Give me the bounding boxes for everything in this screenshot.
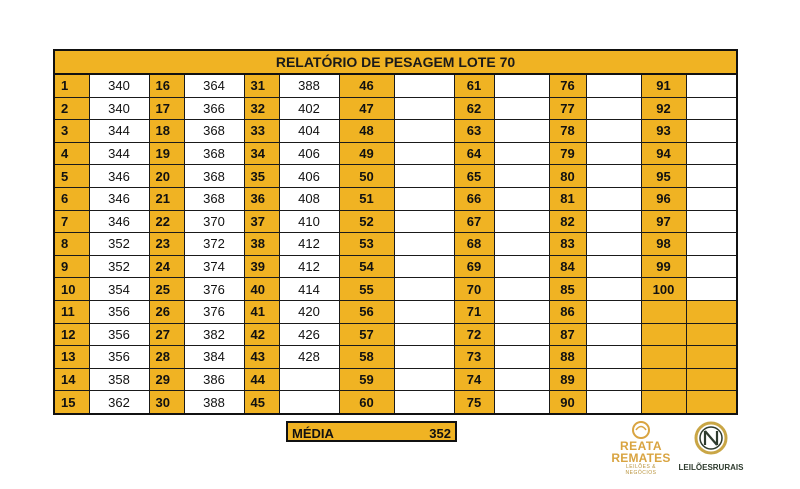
weight-cell: 420 [279, 300, 339, 323]
weight-cell: 384 [184, 346, 244, 369]
weight-cell: 402 [279, 97, 339, 120]
lot-number-cell [641, 391, 686, 414]
lot-number-cell: 45 [244, 391, 279, 414]
weight-cell: 366 [184, 97, 244, 120]
table-row [54, 74, 737, 97]
lot-number-cell: 65 [454, 165, 494, 188]
weight-cell [394, 233, 454, 256]
weight-cell: 428 [279, 346, 339, 369]
lot-number-cell: 11 [54, 300, 89, 323]
weight-cell: 388 [279, 74, 339, 97]
weight-cell [394, 368, 454, 391]
lot-number-cell [641, 323, 686, 346]
weight-cell [686, 346, 737, 369]
weight-cell [686, 255, 737, 278]
lot-number-cell: 58 [339, 346, 394, 369]
lot-number-cell: 83 [549, 233, 586, 256]
lot-number-cell: 67 [454, 210, 494, 233]
weight-cell: 376 [184, 278, 244, 301]
weight-cell: 410 [279, 210, 339, 233]
lot-number-cell: 16 [149, 74, 184, 97]
weight-cell [686, 142, 737, 165]
lot-number-cell: 31 [244, 74, 279, 97]
lot-number-cell: 23 [149, 233, 184, 256]
table-row [54, 120, 737, 143]
weight-cell: 372 [184, 233, 244, 256]
lot-number-cell: 90 [549, 391, 586, 414]
weight-cell: 356 [89, 346, 149, 369]
lot-number-cell: 41 [244, 300, 279, 323]
weight-cell [686, 165, 737, 188]
lot-number-cell: 74 [454, 368, 494, 391]
weight-cell: 406 [279, 165, 339, 188]
lot-number-cell: 10 [54, 278, 89, 301]
weight-cell [686, 368, 737, 391]
weight-cell [394, 142, 454, 165]
lot-number-cell: 36 [244, 187, 279, 210]
weight-cell: 362 [89, 391, 149, 414]
lot-number-cell: 91 [641, 74, 686, 97]
lot-number-cell [641, 300, 686, 323]
lot-number-cell: 37 [244, 210, 279, 233]
lot-number-cell: 51 [339, 187, 394, 210]
table-row [54, 97, 737, 120]
lot-number-cell: 55 [339, 278, 394, 301]
weight-cell [586, 97, 641, 120]
weight-cell [394, 300, 454, 323]
weight-cell [586, 255, 641, 278]
leiloes-rurais-logo [676, 420, 746, 478]
weight-cell [494, 120, 549, 143]
leiloes-rurais-emblem-icon [694, 420, 728, 456]
weight-cell [686, 74, 737, 97]
lot-number-cell: 56 [339, 300, 394, 323]
table-row [54, 346, 737, 369]
lot-number-cell: 13 [54, 346, 89, 369]
weight-cell [586, 346, 641, 369]
weight-cell: 340 [89, 97, 149, 120]
table-row [54, 142, 737, 165]
lot-number-cell: 73 [454, 346, 494, 369]
weight-cell [394, 120, 454, 143]
lot-number-cell: 57 [339, 323, 394, 346]
weight-cell: 368 [184, 165, 244, 188]
reata-remates-logo [610, 420, 672, 478]
lot-number-cell: 85 [549, 278, 586, 301]
lot-number-cell: 76 [549, 74, 586, 97]
lot-number-cell: 27 [149, 323, 184, 346]
leiloes-rurais-name: LEILÕESRURAIS [678, 463, 744, 472]
lot-number-cell: 21 [149, 187, 184, 210]
lot-number-cell: 6 [54, 187, 89, 210]
lot-number-cell: 34 [244, 142, 279, 165]
weight-cell [494, 74, 549, 97]
lot-number-cell: 24 [149, 255, 184, 278]
lot-number-cell: 38 [244, 233, 279, 256]
lot-number-cell: 25 [149, 278, 184, 301]
lot-number-cell: 29 [149, 368, 184, 391]
weight-cell [494, 346, 549, 369]
weight-cell: 414 [279, 278, 339, 301]
lot-number-cell: 18 [149, 120, 184, 143]
lot-number-cell: 70 [454, 278, 494, 301]
lot-number-cell: 4 [54, 142, 89, 165]
weight-cell [686, 120, 737, 143]
weight-cell [494, 368, 549, 391]
weight-cell [686, 97, 737, 120]
weight-cell: 352 [89, 255, 149, 278]
lot-number-cell: 46 [339, 74, 394, 97]
weight-cell [586, 187, 641, 210]
lot-number-cell: 52 [339, 210, 394, 233]
weight-cell: 382 [184, 323, 244, 346]
weight-cell [394, 74, 454, 97]
lot-number-cell: 92 [641, 97, 686, 120]
weight-cell: 404 [279, 120, 339, 143]
weight-cell: 412 [279, 255, 339, 278]
weight-cell [686, 210, 737, 233]
reata-logo-line3: LEILÕES & NEGÓCIOS [625, 464, 657, 476]
weight-cell: 408 [279, 187, 339, 210]
lot-number-cell: 15 [54, 391, 89, 414]
weight-cell: 368 [184, 120, 244, 143]
lot-number-cell: 3 [54, 120, 89, 143]
table-row [54, 165, 737, 188]
weight-cell [494, 97, 549, 120]
lot-number-cell: 98 [641, 233, 686, 256]
lot-number-cell: 26 [149, 300, 184, 323]
weight-cell [686, 278, 737, 301]
weight-cell [394, 323, 454, 346]
weight-cell [586, 300, 641, 323]
lot-number-cell: 88 [549, 346, 586, 369]
lot-number-cell: 1 [54, 74, 89, 97]
lot-number-cell: 72 [454, 323, 494, 346]
weight-cell [686, 391, 737, 414]
lot-number-cell: 75 [454, 391, 494, 414]
lot-number-cell: 22 [149, 210, 184, 233]
lot-number-cell: 71 [454, 300, 494, 323]
lot-number-cell: 62 [454, 97, 494, 120]
lot-number-cell: 14 [54, 368, 89, 391]
lot-number-cell: 95 [641, 165, 686, 188]
weight-cell [586, 323, 641, 346]
lot-number-cell: 79 [549, 142, 586, 165]
table-row [54, 368, 737, 391]
weight-cell: 364 [184, 74, 244, 97]
lot-number-cell: 99 [641, 255, 686, 278]
lot-number-cell: 28 [149, 346, 184, 369]
table-row [54, 255, 737, 278]
weight-cell: 346 [89, 210, 149, 233]
weight-cell [586, 278, 641, 301]
weight-cell [494, 142, 549, 165]
weight-cell [394, 97, 454, 120]
weight-cell [394, 278, 454, 301]
weight-cell [494, 323, 549, 346]
weighing-report-table [53, 49, 738, 415]
lot-number-cell: 80 [549, 165, 586, 188]
weight-cell [586, 233, 641, 256]
lot-number-cell: 60 [339, 391, 394, 414]
lot-number-cell: 66 [454, 187, 494, 210]
weight-cell [586, 391, 641, 414]
lot-number-cell: 77 [549, 97, 586, 120]
table-row [54, 278, 737, 301]
average-box [286, 421, 457, 442]
lot-number-cell: 69 [454, 255, 494, 278]
weight-cell [394, 210, 454, 233]
report-title: RELATÓRIO DE PESAGEM LOTE 70 [54, 50, 737, 74]
weight-cell [686, 233, 737, 256]
lot-number-cell: 48 [339, 120, 394, 143]
weight-cell [686, 300, 737, 323]
lot-number-cell: 42 [244, 323, 279, 346]
weight-cell: 376 [184, 300, 244, 323]
weight-cell: 374 [184, 255, 244, 278]
lot-number-cell: 54 [339, 255, 394, 278]
average-label: MÉDIA [292, 426, 334, 441]
table-row [54, 391, 737, 414]
weight-cell: 344 [89, 142, 149, 165]
lot-number-cell: 7 [54, 210, 89, 233]
table-row [54, 300, 737, 323]
lot-number-cell: 5 [54, 165, 89, 188]
weight-cell: 340 [89, 74, 149, 97]
weight-cell: 370 [184, 210, 244, 233]
weight-cell: 358 [89, 368, 149, 391]
weight-cell [586, 120, 641, 143]
lot-number-cell: 49 [339, 142, 394, 165]
table-row [54, 187, 737, 210]
lot-number-cell: 50 [339, 165, 394, 188]
weight-cell: 368 [184, 187, 244, 210]
weight-cell [494, 187, 549, 210]
lot-number-cell: 63 [454, 120, 494, 143]
lot-number-cell: 35 [244, 165, 279, 188]
weight-cell [394, 346, 454, 369]
weight-cell [494, 233, 549, 256]
lot-number-cell: 9 [54, 255, 89, 278]
lot-number-cell: 94 [641, 142, 686, 165]
weight-cell [494, 255, 549, 278]
lot-number-cell: 30 [149, 391, 184, 414]
lot-number-cell: 40 [244, 278, 279, 301]
lot-number-cell: 93 [641, 120, 686, 143]
lot-number-cell: 64 [454, 142, 494, 165]
weight-cell [279, 391, 339, 414]
weight-cell [586, 368, 641, 391]
lot-number-cell: 2 [54, 97, 89, 120]
weight-cell [494, 278, 549, 301]
lot-number-cell: 84 [549, 255, 586, 278]
lot-number-cell: 86 [549, 300, 586, 323]
table-row [54, 210, 737, 233]
lot-number-cell: 33 [244, 120, 279, 143]
weight-cell: 426 [279, 323, 339, 346]
lot-number-cell: 82 [549, 210, 586, 233]
lot-number-cell: 100 [641, 278, 686, 301]
lot-number-cell: 59 [339, 368, 394, 391]
lot-number-cell: 43 [244, 346, 279, 369]
weight-cell [394, 255, 454, 278]
lot-number-cell: 17 [149, 97, 184, 120]
weight-cell [686, 187, 737, 210]
lot-number-cell: 53 [339, 233, 394, 256]
reata-logo-line1: REATA [619, 439, 663, 453]
lot-number-cell: 89 [549, 368, 586, 391]
weight-cell [279, 368, 339, 391]
lot-number-cell: 12 [54, 323, 89, 346]
weight-cell [586, 165, 641, 188]
weight-cell: 388 [184, 391, 244, 414]
weight-cell [586, 74, 641, 97]
lot-number-cell: 81 [549, 187, 586, 210]
weight-cell [494, 165, 549, 188]
weight-cell: 346 [89, 187, 149, 210]
lot-number-cell: 97 [641, 210, 686, 233]
weight-cell: 406 [279, 142, 339, 165]
weight-cell: 412 [279, 233, 339, 256]
weight-cell: 344 [89, 120, 149, 143]
weight-cell: 356 [89, 300, 149, 323]
weight-cell [394, 165, 454, 188]
lot-number-cell: 44 [244, 368, 279, 391]
weight-cell: 356 [89, 323, 149, 346]
lot-number-cell [641, 346, 686, 369]
lot-number-cell: 8 [54, 233, 89, 256]
weight-cell [494, 210, 549, 233]
weight-cell [586, 142, 641, 165]
lot-number-cell: 39 [244, 255, 279, 278]
weight-cell [394, 187, 454, 210]
table-row [54, 323, 737, 346]
lot-number-cell: 19 [149, 142, 184, 165]
weight-cell [494, 300, 549, 323]
weight-cell [686, 323, 737, 346]
weight-cell: 386 [184, 368, 244, 391]
lot-number-cell: 96 [641, 187, 686, 210]
lot-number-cell [641, 368, 686, 391]
lot-number-cell: 32 [244, 97, 279, 120]
lot-number-cell: 68 [454, 233, 494, 256]
lot-number-cell: 20 [149, 165, 184, 188]
weight-cell: 354 [89, 278, 149, 301]
lot-number-cell: 47 [339, 97, 394, 120]
weight-cell: 346 [89, 165, 149, 188]
weight-cell [586, 210, 641, 233]
lot-number-cell: 87 [549, 323, 586, 346]
lot-number-cell: 61 [454, 74, 494, 97]
reata-logo-line2: REMATES [611, 451, 671, 465]
lot-number-cell: 78 [549, 120, 586, 143]
reata-horseshoe-icon [630, 420, 652, 440]
weight-cell: 352 [89, 233, 149, 256]
average-value: 352 [429, 426, 451, 441]
weight-cell: 368 [184, 142, 244, 165]
weight-cell [494, 391, 549, 414]
table-row [54, 233, 737, 256]
weight-cell [394, 391, 454, 414]
